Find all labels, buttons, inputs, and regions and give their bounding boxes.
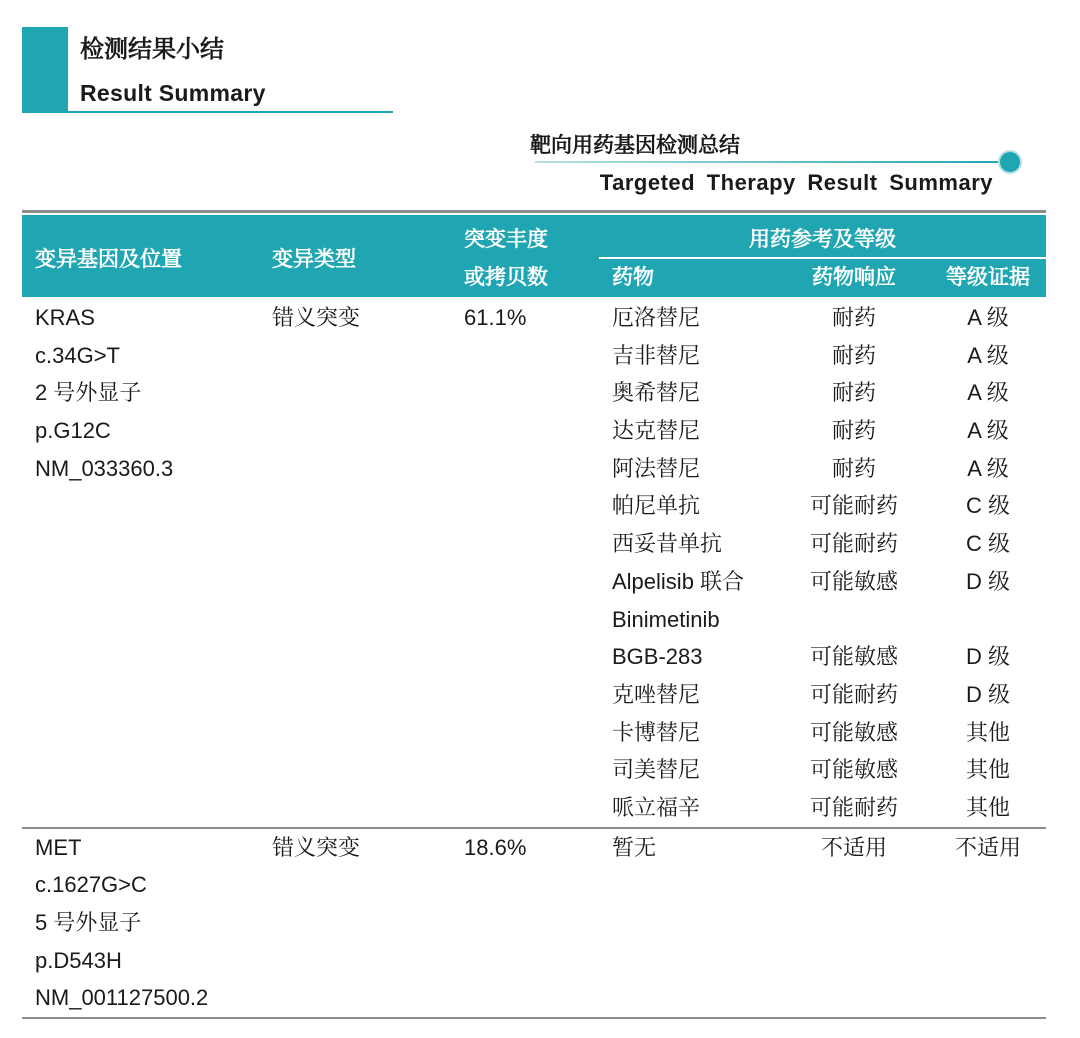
drug-response-cell: 可能敏感 (809, 757, 898, 783)
table-row (22, 829, 1046, 1019)
evidence-level-cell: A 级 (967, 305, 1009, 330)
evidence-level-cell: A 级 (967, 418, 1009, 444)
header-abundance-line2: 或拷贝数 (464, 266, 548, 289)
drug-name-cell (599, 487, 768, 525)
evidence-level-cell: A 级 (967, 380, 1009, 406)
gene-location-line: MET (35, 834, 82, 860)
drug-entry (599, 714, 1046, 752)
drug-response-cell: 不适用 (820, 834, 887, 860)
evidence-level-cell: C 级 (965, 531, 1010, 557)
drug-name-line: 奥希替尼 (612, 380, 701, 406)
drug-list (599, 299, 1046, 827)
evidence-level-cell: D 级 (965, 568, 1010, 594)
drug-entry (599, 299, 1046, 337)
drug-entry (599, 487, 1046, 525)
drug-entry (599, 374, 1046, 412)
drug-entry (599, 676, 1046, 714)
drug-name-cell (599, 829, 768, 867)
drug-name-line: 厄洛替尼 (612, 305, 701, 330)
drug-entry (599, 525, 1046, 563)
gene-location-cell (22, 829, 259, 1017)
drug-entry (599, 638, 1046, 676)
table-body (22, 297, 1046, 1019)
header-variant-type: 变异类型 (272, 248, 356, 271)
drug-response-cell: 耐药 (831, 305, 876, 330)
gene-location-line: p.D543H (35, 947, 122, 973)
drug-response-cell: 可能敏感 (809, 644, 898, 670)
subsection-rule (535, 161, 1003, 163)
drug-name-line: 暂无 (612, 834, 657, 860)
header-abundance-line1: 突变丰度 (464, 228, 548, 251)
evidence-level-cell: D 级 (965, 681, 1010, 707)
drug-response-cell: 耐药 (831, 342, 876, 368)
gene-location-line: 2 号外显子 (35, 380, 142, 406)
drug-name-line: 达克替尼 (612, 418, 701, 444)
drug-entry (599, 563, 1046, 638)
table-top-rule (22, 210, 1046, 213)
drug-response-cell: 可能耐药 (809, 681, 898, 707)
drug-entry (599, 829, 1046, 867)
drug-response-cell: 耐药 (831, 418, 876, 444)
drug-name-line: 阿法替尼 (612, 455, 701, 481)
drug-name-cell (599, 412, 768, 450)
drug-name-cell (599, 676, 768, 714)
drug-name-line: 西妥昔单抗 (612, 531, 723, 557)
drug-name-line: Alpelisib 联合 (612, 568, 745, 594)
drug-name-cell (599, 450, 768, 488)
drug-name-line: 克唑替尼 (612, 681, 701, 707)
drug-response-cell: 耐药 (831, 380, 876, 406)
drug-response-cell: 可能敏感 (809, 719, 898, 745)
evidence-level-cell: C 级 (965, 493, 1010, 519)
drug-name-line: 司美替尼 (612, 757, 701, 783)
table-header (22, 215, 1046, 297)
result-summary-table (22, 210, 1046, 1019)
section-accent-bar (22, 27, 68, 113)
drug-name-cell (599, 714, 768, 752)
drug-response-cell: 可能敏感 (809, 568, 898, 594)
evidence-level-cell: 其他 (965, 757, 1010, 783)
gene-location-line: p.G12C (35, 418, 111, 444)
gene-location-line: NM_001127500.2 (35, 985, 209, 1011)
gene-location-line: NM_033360.3 (35, 455, 174, 481)
drug-name-cell (599, 337, 768, 375)
drug-entry (599, 789, 1046, 827)
drug-name-line: 卡博替尼 (612, 719, 701, 745)
variant-type-cell: 错义突变 (272, 834, 361, 860)
abundance-cell: 61.1% (464, 305, 527, 330)
section-title-en: Result Summary (80, 80, 266, 106)
drug-response-cell: 可能耐药 (809, 531, 898, 557)
drug-name-cell (599, 789, 768, 827)
subsection-dot-marker (1000, 152, 1020, 172)
drug-name-line: Binimetinib (612, 606, 720, 632)
evidence-level-cell: A 级 (967, 455, 1009, 481)
drug-name-cell (599, 563, 768, 638)
drug-name-line: 吉非替尼 (612, 342, 701, 368)
header-drug-reference-group: 用药参考及等级 (749, 228, 896, 251)
abundance-cell: 18.6% (464, 834, 527, 860)
evidence-level-cell: 其他 (965, 794, 1010, 820)
gene-location-cell (22, 299, 259, 487)
drug-name-line: 哌立福辛 (612, 794, 701, 820)
subsection-title-en: Targeted Therapy Result Summary (599, 170, 993, 195)
table-row (22, 299, 1046, 829)
subsection-title-cn: 靶向用药基因检测总结 (530, 134, 740, 157)
drug-list (599, 829, 1046, 867)
drug-name-line: BGB-283 (612, 644, 703, 670)
header-gene-location: 变异基因及位置 (35, 248, 182, 271)
evidence-level-cell: A 级 (967, 342, 1009, 368)
drug-name-cell (599, 751, 768, 789)
gene-location-line: KRAS (35, 305, 95, 330)
drug-response-cell: 耐药 (831, 455, 876, 481)
evidence-level-cell: D 级 (965, 644, 1010, 670)
drug-name-cell (599, 525, 768, 563)
drug-response-cell: 可能耐药 (809, 493, 898, 519)
section-underline (22, 111, 393, 113)
drug-response-cell: 可能耐药 (809, 794, 898, 820)
drug-name-cell (599, 299, 768, 337)
drug-entry (599, 412, 1046, 450)
gene-location-line: c.1627G>C (35, 872, 147, 898)
drug-name-line: 帕尼单抗 (612, 493, 701, 519)
header-drug-response: 药物响应 (812, 266, 896, 289)
header-evidence-level: 等级证据 (946, 266, 1030, 289)
gene-location-line: 5 号外显子 (35, 910, 142, 935)
drug-name-cell (599, 638, 768, 676)
section-title-cn: 检测结果小结 (80, 36, 224, 63)
gene-location-line: c.34G>T (35, 342, 120, 368)
evidence-level-cell: 其他 (965, 719, 1010, 745)
header-drug: 药物 (612, 266, 654, 289)
drug-entry (599, 337, 1046, 375)
header-group-divider (599, 257, 1046, 259)
evidence-level-cell: 不适用 (954, 834, 1021, 860)
drug-entry (599, 450, 1046, 488)
drug-name-cell (599, 374, 768, 412)
variant-type-cell: 错义突变 (272, 305, 361, 330)
drug-entry (599, 751, 1046, 789)
